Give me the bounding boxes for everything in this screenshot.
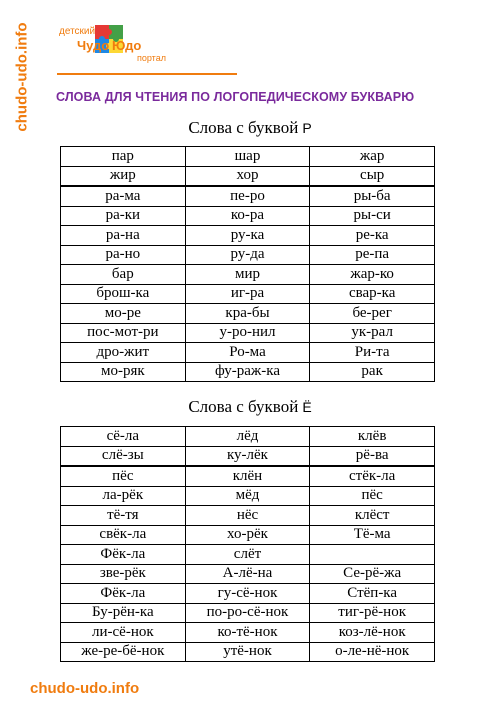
word-cell: жар-ко xyxy=(310,265,435,285)
word-cell: тё-тя xyxy=(61,506,186,526)
word-cell: фу-раж-ка xyxy=(185,362,310,382)
section-1-title-text: Слова с буквой xyxy=(188,118,299,137)
word-cell: ук-рал xyxy=(310,323,435,343)
word-cell: бе-рег xyxy=(310,304,435,324)
table-row xyxy=(61,147,435,167)
word-cell: Бу-рён-ка xyxy=(61,603,186,623)
word-cell: свар-ка xyxy=(310,284,435,304)
table-row xyxy=(61,343,435,363)
word-cell: клёв xyxy=(310,427,435,447)
word-cell: ре-ка xyxy=(310,226,435,246)
word-cell: Фёк-ла xyxy=(61,545,186,565)
logo-line-2a: Чудо xyxy=(77,38,110,53)
word-cell: Се-рё-жа xyxy=(310,564,435,584)
table-row xyxy=(61,245,435,265)
word-cell: пёс xyxy=(61,466,186,486)
word-cell: ра-но xyxy=(61,245,186,265)
table-row xyxy=(61,166,435,186)
table-row xyxy=(61,362,435,382)
section-1-title xyxy=(0,118,500,138)
word-cell: мёд xyxy=(185,486,310,506)
logo-line-3: портал xyxy=(137,53,166,63)
table-row xyxy=(61,584,435,604)
word-cell: гу-сё-нок xyxy=(185,584,310,604)
word-cell: пар xyxy=(61,147,186,167)
table-row xyxy=(61,642,435,662)
word-cell: ла-рёк xyxy=(61,486,186,506)
word-cell: коз-лё-нок xyxy=(310,623,435,643)
word-cell: у-ро-нил xyxy=(185,323,310,343)
word-cell: стёк-ла xyxy=(310,466,435,486)
words-table-r xyxy=(60,146,435,382)
word-cell: о-ле-нё-нок xyxy=(310,642,435,662)
table-row xyxy=(61,446,435,466)
word-cell: ли-сё-нок xyxy=(61,623,186,643)
word-cell: пос-мот-ри xyxy=(61,323,186,343)
word-cell: пёс xyxy=(310,486,435,506)
word-cell: рё-ва xyxy=(310,446,435,466)
word-cell: ры-ба xyxy=(310,186,435,206)
table-row xyxy=(61,284,435,304)
table-row xyxy=(61,206,435,226)
word-cell: ру-да xyxy=(185,245,310,265)
word-cell: брош-ка xyxy=(61,284,186,304)
table-row xyxy=(61,304,435,324)
table-row xyxy=(61,525,435,545)
word-cell: шар xyxy=(185,147,310,167)
word-cell: ру-ка xyxy=(185,226,310,246)
word-cell: пе-ро xyxy=(185,186,310,206)
word-cell: Ри-та xyxy=(310,343,435,363)
table-row xyxy=(61,186,435,206)
word-cell: ко-тё-нок xyxy=(185,623,310,643)
word-cell: слё-зы xyxy=(61,446,186,466)
side-url-text: chudo-udo.info xyxy=(13,22,31,132)
word-cell: кра-бы xyxy=(185,304,310,324)
table-row xyxy=(61,623,435,643)
word-cell: ку-лёк xyxy=(185,446,310,466)
word-cell: ра-ки xyxy=(61,206,186,226)
word-cell: мо-ряк xyxy=(61,362,186,382)
logo-line-2b: Юдо xyxy=(112,38,142,53)
footer-url[interactable]: chudo-udo.info xyxy=(30,680,140,697)
table-row xyxy=(61,486,435,506)
word-cell: ра-ма xyxy=(61,186,186,206)
table-row xyxy=(61,226,435,246)
table-row xyxy=(61,427,435,447)
word-cell: иг-ра xyxy=(185,284,310,304)
section-2-title-text: Слова с буквой xyxy=(188,397,299,416)
word-cell: лёд xyxy=(185,427,310,447)
section-2-title xyxy=(0,397,500,417)
word-cell: жир xyxy=(61,166,186,186)
logo-line-1: детский xyxy=(59,26,96,37)
word-cell: ра-на xyxy=(61,226,186,246)
word-cell: Фёк-ла xyxy=(61,584,186,604)
page-title: СЛОВА ДЛЯ ЧТЕНИЯ ПО ЛОГОПЕДИЧЕСКОМУ БУКВАРЮ xyxy=(56,90,415,104)
word-cell: хо-рёк xyxy=(185,525,310,545)
word-cell: же-ре-бё-нок xyxy=(61,642,186,662)
word-cell: ко-ра xyxy=(185,206,310,226)
word-cell: бар xyxy=(61,265,186,285)
word-cell: А-лё-на xyxy=(185,564,310,584)
word-cell: утё-нок xyxy=(185,642,310,662)
word-cell: клёст xyxy=(310,506,435,526)
table-row xyxy=(61,603,435,623)
table-row xyxy=(61,323,435,343)
table-row xyxy=(61,506,435,526)
word-cell: ры-си xyxy=(310,206,435,226)
word-cell: клён xyxy=(185,466,310,486)
table-row xyxy=(61,466,435,486)
word-cell: Тё-ма xyxy=(310,525,435,545)
word-cell: по-ро-сё-нок xyxy=(185,603,310,623)
word-cell: мир xyxy=(185,265,310,285)
words-table-yo xyxy=(60,426,435,662)
section-2-letter: Ё xyxy=(302,399,312,415)
word-cell: ре-па xyxy=(310,245,435,265)
header-divider xyxy=(57,73,237,75)
section-1-letter: Р xyxy=(302,120,312,136)
word-cell: сыр xyxy=(310,166,435,186)
word-cell: сё-ла xyxy=(61,427,186,447)
table-row xyxy=(61,545,435,565)
word-cell: рак xyxy=(310,362,435,382)
word-cell: дро-жит xyxy=(61,343,186,363)
word-cell: жар xyxy=(310,147,435,167)
word-cell: хор xyxy=(185,166,310,186)
word-cell xyxy=(310,545,435,565)
word-cell: тиг-рё-нок xyxy=(310,603,435,623)
table-row xyxy=(61,564,435,584)
word-cell: Ро-ма xyxy=(185,343,310,363)
word-cell: свёк-ла xyxy=(61,525,186,545)
word-cell: нёс xyxy=(185,506,310,526)
table-row xyxy=(61,265,435,285)
word-cell: мо-ре xyxy=(61,304,186,324)
word-cell: слёт xyxy=(185,545,310,565)
word-cell: зве-рёк xyxy=(61,564,186,584)
word-cell: Стёп-ка xyxy=(310,584,435,604)
site-logo[interactable] xyxy=(57,17,177,71)
